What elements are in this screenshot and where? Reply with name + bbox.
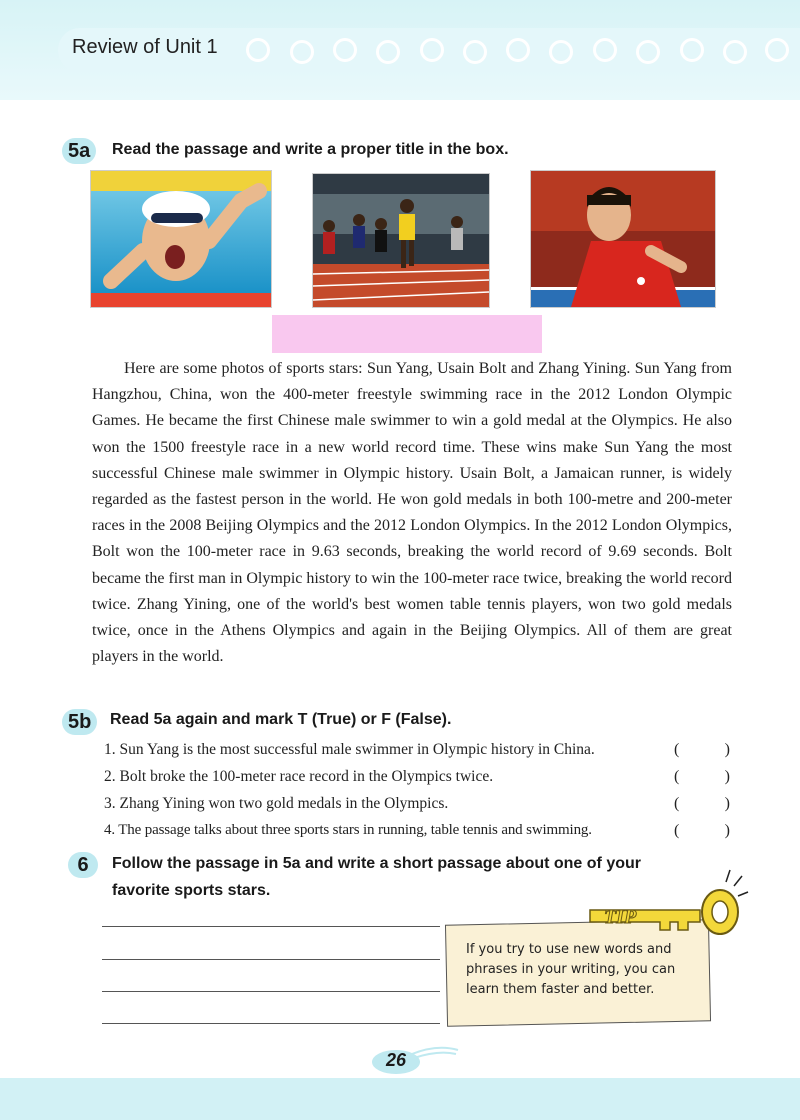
statement-4: 4. The passage talks about three sports stars in running, table tennis and swimming.	[104, 822, 592, 838]
unit-title: Review of Unit 1	[72, 36, 218, 58]
statement-1: 1. Sun Yang is the most successful male swimmer in Olympic history in China.	[104, 741, 595, 758]
tip-text: If you try to use new words and phrases in your writing, you can learn them faster and better.	[466, 942, 676, 997]
section-5a-instruction: Read the passage and write a proper title in the box.	[112, 141, 509, 158]
writing-line-1[interactable]	[102, 926, 440, 927]
writing-line-3[interactable]	[102, 991, 440, 992]
table-tennis-photo	[530, 170, 716, 308]
section-5a-label: 5a	[62, 138, 96, 164]
tip-label: TIP	[604, 906, 637, 928]
section-6-instruction-line1: Follow the passage in 5a and write a short passage about one of your	[112, 855, 641, 872]
section-5b-label: 5b	[62, 709, 97, 735]
answer-blank-4[interactable]: ( )	[674, 822, 730, 839]
answer-blank-3[interactable]: ( )	[674, 795, 730, 812]
swimmer-photo	[90, 170, 272, 308]
title-answer-box[interactable]	[272, 315, 542, 353]
statement-2: 2. Bolt broke the 100-meter race record in the Olympics twice.	[104, 768, 494, 785]
section-5b-instruction: Read 5a again and mark T (True) or F (False).	[110, 711, 452, 728]
runner-photo	[312, 173, 490, 308]
page-number: 26	[385, 1050, 407, 1070]
footer-band	[0, 1078, 800, 1120]
statement-3: 3. Zhang Yining won two gold medals in the Olympics.	[104, 795, 449, 812]
answer-blank-2[interactable]: ( )	[674, 768, 730, 785]
writing-line-4[interactable]	[102, 1023, 440, 1024]
answer-blank-1[interactable]: ( )	[674, 741, 730, 758]
section-6-instruction-line2: favorite sports stars.	[112, 882, 271, 899]
passage-text: Here are some photos of sports stars: Sun Yang, Usain Bolt and Zhang Yining. Sun Yang from Hangzhou, China, won the 400-meter freestyle swimming race in the 2012 London Olympic Games. He became the first Chinese male swimmer to win a gold medal at the Olympics. He also won the 1500 freestyle race in a new world record time. These wins make Sun Yang the most successful Chinese male swimmer in Olympic history. Usain Bolt, a Jamaican runner, is widely regarded as the fastest person in the world. He won gold medals in both 100-metre and 200-meter races in the 2008 Beijing Olympics and the 2012 London Olympics. In the 2012 London Olympics, Bolt won the 100-meter race in 9.63 seconds, breaking the world record of 9.69 seconds. Bolt became the first man in Olympic history to win the 100-meter race twice, breaking the world record twice. Zhang Yining, one of the world's best women table tennis players, won two gold medals twice, once in the Athens Olympics and again in the Beijing Olympics. All of them are great players in the world.	[92, 360, 732, 666]
section-6-label: 6	[68, 852, 98, 878]
writing-line-2[interactable]	[102, 959, 440, 960]
